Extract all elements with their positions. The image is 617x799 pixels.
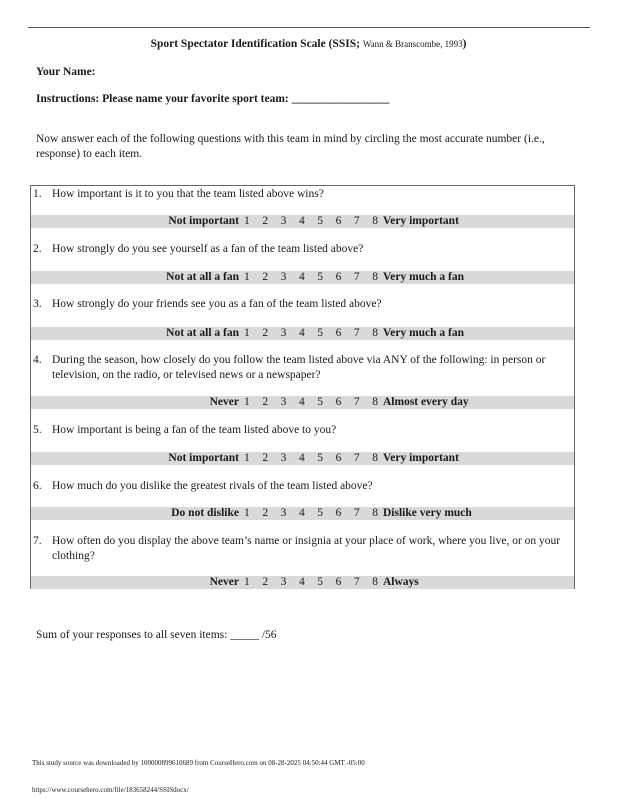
scale-option[interactable]: 2 (262, 576, 269, 588)
scale-option[interactable]: 4 (298, 576, 305, 588)
scale-option[interactable]: 2 (262, 215, 269, 227)
question-3 (33, 297, 569, 312)
question-5 (33, 423, 569, 438)
scale-left-label: Not important (168, 215, 239, 227)
scale-option[interactable]: 2 (262, 327, 269, 339)
scale-row-4 (31, 396, 574, 409)
question-1 (33, 187, 569, 202)
scale-option[interactable]: 8 (372, 576, 378, 588)
name-label: Your Name: (36, 66, 96, 78)
top-rule (28, 27, 590, 28)
question-4 (33, 353, 569, 383)
scale-option[interactable]: 6 (335, 576, 342, 588)
scale-option[interactable]: 6 (335, 215, 342, 227)
scale-option[interactable]: 7 (353, 215, 360, 227)
scale-option[interactable]: 8 (372, 215, 378, 227)
intro-text: Now answer each of the following questions with this team in mind by circling the most accurate number (i.e., response) to each item. (36, 133, 545, 160)
question-number: 3. (33, 298, 42, 310)
scale-option[interactable]: 5 (317, 271, 323, 283)
question-number: 6. (33, 480, 42, 492)
scale-row-6 (31, 507, 574, 520)
scale-right-label: Very much a fan (383, 271, 465, 283)
scale-option[interactable]: 2 (262, 507, 269, 519)
scale-option[interactable]: 1 (244, 271, 250, 283)
scale-row-5 (31, 452, 574, 465)
page-title (0, 38, 617, 50)
scale-option[interactable]: 3 (280, 215, 287, 227)
scale-option[interactable]: 2 (262, 396, 269, 408)
scale-option[interactable]: 7 (353, 396, 360, 408)
question-number: 5. (33, 424, 42, 436)
scale-right-label: Very important (383, 452, 459, 464)
scale-option[interactable]: 5 (317, 327, 323, 339)
scale-option[interactable]: 7 (353, 507, 360, 519)
scale-right-label: Very important (383, 215, 459, 227)
scale-option[interactable]: 1 (244, 215, 250, 227)
scale-option[interactable]: 5 (317, 396, 323, 408)
scale-row-1 (31, 215, 574, 228)
question-text: How much do you dislike the greatest rivals of the team listed above? (52, 480, 373, 492)
scale-numbers (244, 452, 378, 465)
scale-option[interactable]: 3 (280, 576, 287, 588)
scale-left-label: Not at all a fan (166, 271, 239, 283)
question-text: How strongly do you see yourself as a fan of the team listed above? (52, 243, 364, 255)
scale-option[interactable]: 5 (317, 507, 323, 519)
scale-option[interactable]: 5 (317, 215, 323, 227)
scale-row-7 (31, 576, 574, 589)
scale-option[interactable]: 6 (335, 452, 342, 464)
question-text: During the season, how closely do you follow the team listed above via ANY of the following: in person or television, on the radio, or televised news or a newspaper? (52, 354, 546, 381)
scale-numbers (244, 507, 378, 520)
scale-option[interactable]: 8 (372, 271, 378, 283)
scale-option[interactable]: 1 (244, 396, 250, 408)
scale-option[interactable]: 3 (280, 271, 287, 283)
scale-option[interactable]: 1 (244, 507, 250, 519)
scale-option[interactable]: 3 (280, 327, 287, 339)
scale-numbers (244, 576, 378, 589)
scale-option[interactable]: 6 (335, 396, 342, 408)
scale-option[interactable]: 8 (372, 507, 378, 519)
survey-table (30, 185, 575, 589)
scale-option[interactable]: 8 (372, 327, 378, 339)
footer-url: https://www.coursehero.com/file/183658244/SSISdocx/ (32, 786, 189, 794)
scale-option[interactable]: 7 (353, 271, 360, 283)
scale-numbers (244, 396, 378, 409)
scale-left-label: Never (209, 576, 239, 588)
scale-option[interactable]: 1 (244, 452, 250, 464)
scale-option[interactable]: 3 (280, 507, 287, 519)
scale-option[interactable]: 7 (353, 327, 360, 339)
question-text: How strongly do your friends see you as a fan of the team listed above? (52, 298, 382, 310)
title-main: Sport Spectator Identification Scale (SSIS; (150, 38, 360, 50)
scale-option[interactable]: 4 (298, 396, 305, 408)
scale-right-label: Always (383, 576, 419, 588)
scale-numbers (244, 271, 378, 284)
scale-option[interactable]: 8 (372, 396, 378, 408)
scale-option[interactable]: 1 (244, 576, 250, 588)
scale-option[interactable]: 4 (298, 452, 305, 464)
question-6 (33, 479, 569, 494)
scale-option[interactable]: 7 (353, 452, 360, 464)
question-text: How important is being a fan of the team listed above to you? (52, 424, 337, 436)
scale-option[interactable]: 3 (280, 452, 287, 464)
question-number: 1. (33, 188, 42, 200)
title-close: ) (462, 38, 467, 50)
question-number: 7. (33, 535, 42, 547)
scale-left-label: Do not dislike (171, 507, 239, 519)
scale-row-2 (31, 271, 574, 284)
instructions: Instructions: Please name your favorite sport team: _________________ (36, 93, 390, 105)
scale-option[interactable]: 7 (353, 576, 360, 588)
question-2 (33, 242, 569, 257)
question-text: How important is it to you that the team listed above wins? (52, 188, 324, 200)
question-7 (33, 534, 569, 564)
scale-option[interactable]: 6 (335, 271, 342, 283)
scale-row-3 (31, 327, 574, 340)
scale-right-label: Almost every day (383, 396, 469, 408)
scale-left-label: Never (209, 396, 239, 408)
scale-option[interactable]: 3 (280, 396, 287, 408)
scale-option[interactable]: 8 (372, 452, 378, 464)
sum-line: Sum of your responses to all seven items: _____ /56 (36, 629, 277, 641)
question-text: How often do you display the above team’s name or insignia at your place of work, where you live, or on your clothing? (52, 535, 561, 562)
title-citation: Wann & Branscombe, 1993 (362, 39, 463, 49)
scale-option[interactable]: 4 (298, 271, 305, 283)
scale-option[interactable]: 2 (262, 271, 269, 283)
scale-left-label: Not important (168, 452, 239, 464)
question-number: 2. (33, 243, 42, 255)
scale-option[interactable]: 4 (298, 215, 305, 227)
scale-left-label: Not at all a fan (166, 327, 239, 339)
scale-right-label: Dislike very much (383, 507, 472, 519)
footer-source: This study source was downloaded by 100000899610689 from CourseHero.com on 08-28-2025 04:50:44 GMT -05:00 (32, 759, 365, 767)
scale-option[interactable]: 5 (317, 452, 323, 464)
scale-numbers (244, 215, 378, 228)
scale-option[interactable]: 4 (298, 507, 305, 519)
scale-option[interactable]: 6 (335, 507, 342, 519)
scale-right-label: Very much a fan (383, 327, 465, 339)
scale-numbers (244, 327, 378, 340)
scale-option[interactable]: 2 (262, 452, 269, 464)
scale-option[interactable]: 5 (317, 576, 323, 588)
scale-option[interactable]: 1 (244, 327, 250, 339)
scale-option[interactable]: 4 (298, 327, 305, 339)
question-number: 4. (33, 354, 42, 366)
scale-option[interactable]: 6 (335, 327, 342, 339)
